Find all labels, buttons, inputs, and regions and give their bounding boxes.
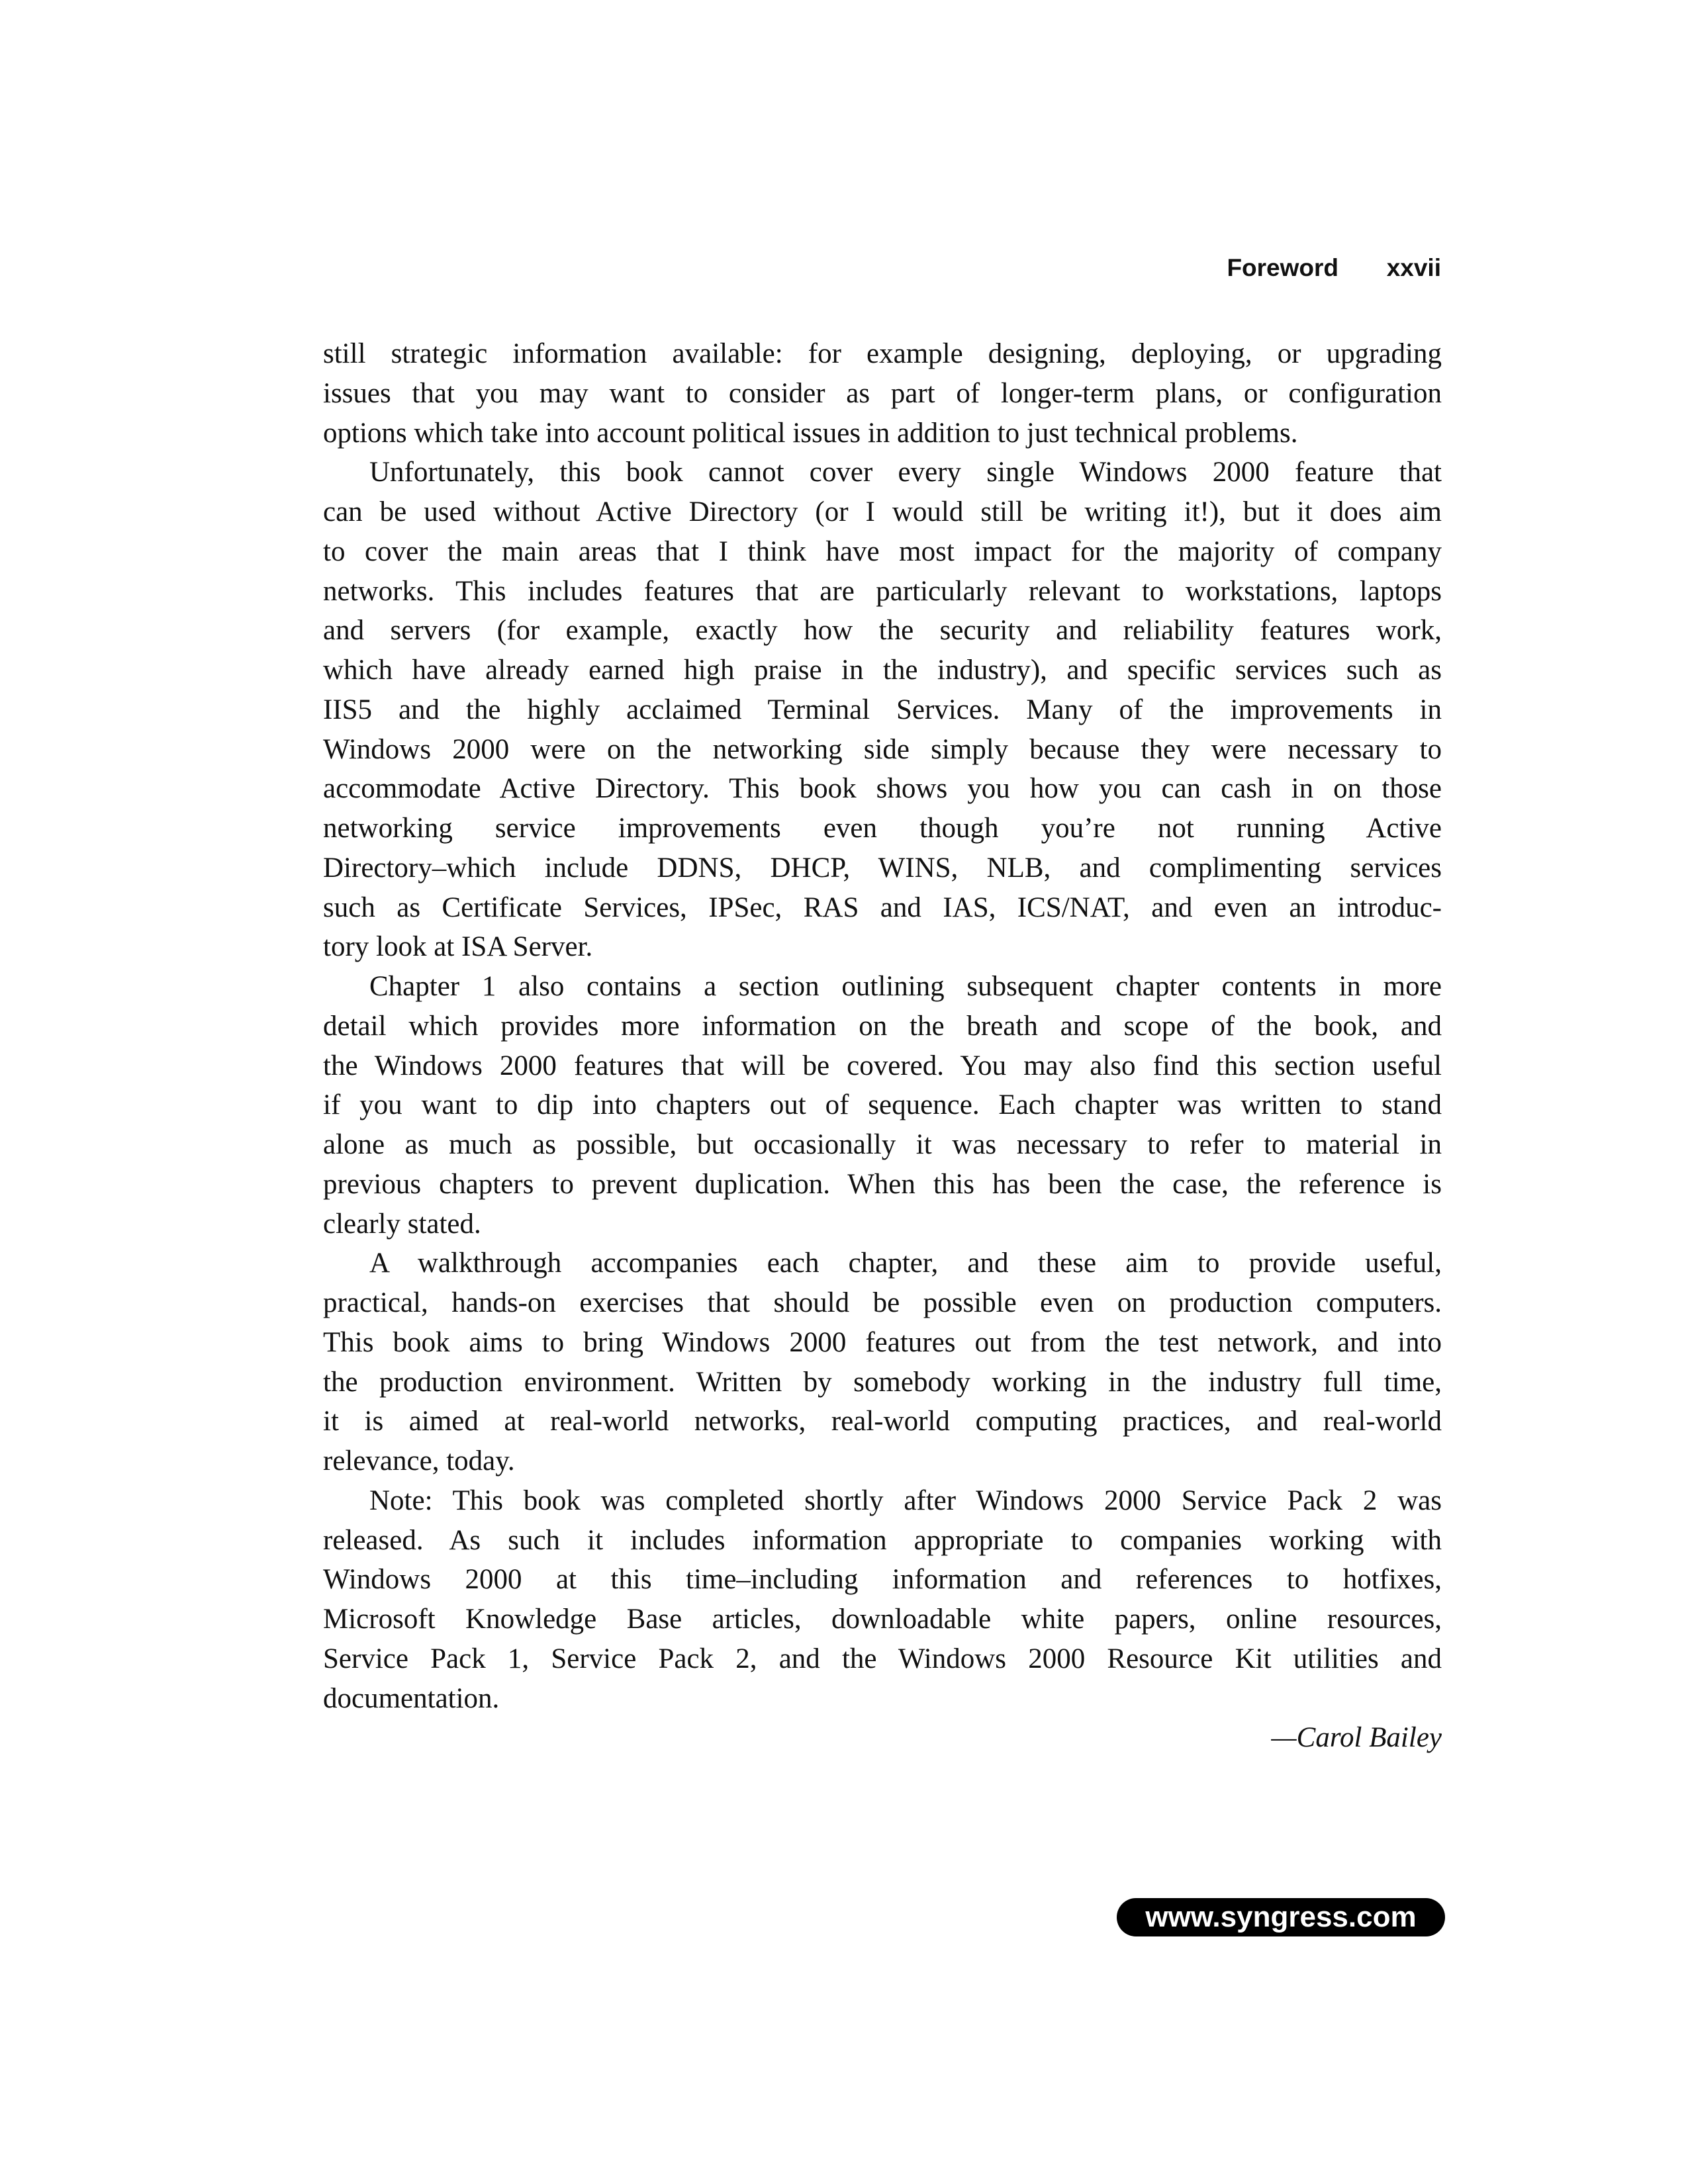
text-line: and servers (for example, exactly how the security and reliability features work, [323,615,1442,647]
text-line: it is aimed at real-world networks, real-world computing practices, and real-world [323,1406,1442,1437]
signature: —Carol Bailey [1271,1722,1442,1754]
text-line: Windows 2000 at this time–including information and references to hotfixes, [323,1564,1442,1596]
text-line: Unfortunately, this book cannot cover every single Windows 2000 feature that [369,457,1442,488]
text-line: Chapter 1 also contains a section outlining subsequent chapter contents in more [369,971,1442,1002]
text-line: to cover the main areas that I think have most impact for the majority of company [323,535,1442,567]
text-line: Service Pack 1, Service Pack 2, and the Windows 2000 Resource Kit utilities and [323,1643,1442,1674]
text-line: the production environment. Written by somebody working in the industry full time, [323,1366,1442,1398]
text-line: tory look at ISA Server. [323,931,593,963]
text-line: relevance, today. [323,1445,515,1477]
text-line: documentation. [323,1682,500,1714]
text-line: issues that you may want to consider as part of longer-term plans, or configuration [323,377,1442,409]
text-line: This book aims to bring Windows 2000 features out from the test network, and into [323,1326,1442,1358]
text-line: IIS5 and the highly acclaimed Terminal Services. Many of the improvements in [323,694,1442,725]
text-line: Windows 2000 were on the networking side simply because they were necessary to [323,733,1442,765]
text-line: alone as much as possible, but occasionally it was necessary to refer to material in [323,1129,1442,1160]
text-line: clearly stated. [323,1208,481,1240]
text-line: networks. This includes features that are particularly relevant to workstations, laptops [323,575,1442,607]
text-line: if you want to dip into chapters out of sequence. Each chapter was written to stand [323,1089,1442,1121]
section-title: Foreword [1227,254,1338,281]
text-line: Microsoft Knowledge Base articles, downloadable white papers, online resources, [323,1604,1442,1635]
text-line: still strategic information available: for example designing, deploying, or upgrading [323,338,1442,369]
running-head [1125,254,1441,287]
text-line: practical, hands-on exercises that should be possible even on production computers. [323,1287,1442,1318]
text-line: networking service improvements even though you’re not running Active [323,813,1442,844]
text-line: accommodate Active Directory. This book shows you how you can cash in on those [323,773,1442,805]
text-line: can be used without Active Directory (or I would still be writing it!), but it does aim [323,496,1442,527]
text-line: options which take into account political issues in addition to just technical problems. [323,417,1298,449]
website-badge: www.syngress.com [1117,1898,1445,1936]
foreword-body [323,334,1442,1758]
text-line: such as Certificate Services, IPSec, RAS and IAS, ICS/NAT, and even an introduc- [323,891,1442,923]
text-line: detail which provides more information on the breath and scope of the book, and [323,1010,1442,1042]
text-line: A walkthrough accompanies each chapter, and these aim to provide useful, [369,1248,1442,1279]
text-line: which have already earned high praise in the industry), and specific services such as [323,655,1442,686]
text-line: the Windows 2000 features that will be covered. You may also find this section useful [323,1050,1442,1081]
text-line: Note: This book was completed shortly after Windows 2000 Service Pack 2 was [369,1484,1442,1516]
text-line: Directory–which include DDNS, DHCP, WINS, NLB, and complimenting services [323,852,1442,884]
text-line: released. As such it includes information appropriate to companies working with [323,1524,1442,1556]
text-line: previous chapters to prevent duplication. When this has been the case, the reference is [323,1168,1442,1200]
page-number: xxvii [1386,254,1441,281]
